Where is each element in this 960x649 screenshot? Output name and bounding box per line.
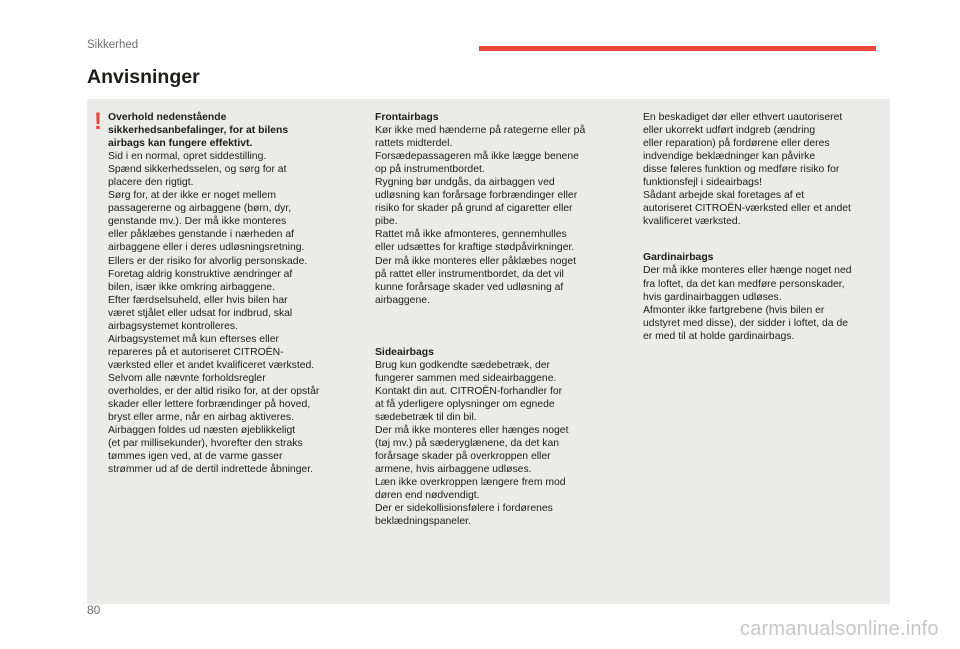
warning-body: Sid i en normal, opret siddestilling. Spænd sikkerhedsselen, og sørg for at placere den rigtigt. Sørg for, at der ikke er noget mellem passagererne og airbaggene (børn, dyr, genstande mv.). Der må ikke monteres eller påklæbes genstande i nærheden af airbaggene eller i deres udløsningsretning. Ellers er der risiko for alvorlig personskade. Foretag aldrig konstruktive ændringer af bilen, især ikke omkring airbaggene. Efter færdselsuheld, eller hvis bilen har været stjålet eller udsat for indbrud, skal airbagsystemet kontrolleres. Airbagsystemet må kun efterses eller repareres på et autoriseret CITROËN- værksted eller et andet kvalificeret værksted. Selvom alle nævnte forholdsregler overholdes, er der altid risiko for, at der opstår skader eller lettere forbrændinger på hoved, bryst eller arme, når en airbag aktiveres. Airbaggen foldes ud næsten øjeblikkeligt (et par millisekunder), hvorefter den straks tømmes igen ved, at de varme gasser strømmer ud af de dertil indrettede åbninger. [108,151,320,476]
sideairbags-body: Brug kun godkendte sædebetræk, der fungerer sammen med sideairbaggene. Kontakt din aut. CITROËN-forhandler for at få yderligere oplysninger om egnede sædebetræk til din bil. Der må ikke monteres eller hænges noget (tøj mv.) på sæderyglænene, da det kan forårsage skader på overkroppen eller armene, hvis airbaggene udløses. Læn ikke overkroppen længere frem mod døren end nødvendigt. Der er sidekollisionsfølere i fordørenes beklædningspaneler. [375,359,569,528]
frontairbags-heading: Frontairbags [375,112,439,123]
door-note-body: En beskadiget dør eller ethvert uautoriseret eller ukorrekt udført indgreb (ændring eller reparation) på fordørene eller deres indvendige beklædninger kan påvirke disse føleres funktion og medføre risiko for funktionsfejl i sideairbags! Sådant arbejde skal foretages af et autoriseret CITROËN-værksted eller et andet kvalificeret værksted. [643,112,851,228]
header-accent-bar [479,46,876,51]
door-gardin-column [643,111,888,343]
section-spacer [643,228,888,251]
warning-column [108,111,370,476]
front-side-airbags-column [375,111,627,528]
watermark: carmanualsonline.info [740,618,939,640]
section-label: Sikkerhed [87,39,139,51]
frontairbags-body: Kør ikke med hænderne på rategerne eller på rattets midterdel. Forsædepassageren må ikke lægge benene op på instrumentbordet. Rygning bør undgås, da airbaggen ved udløsning kan forårsage forbrændinger eller risiko for skader på grund af cigaretter eller pibe. Rattet må ikke afmonteres, gennemhulles eller udsættes for kraftige stødpåvirkninger. Der må ikke monteres eller påklæbes noget på rattet eller instrumentbordet, da det vil kunne forårsage skader ved udløsning af airbaggene. [375,125,586,306]
warning-heading: Overhold nedenstående sikkerhedsanbefalinger, for at bilens airbags kan fungere effektivt. [108,112,289,150]
page-number: 80 [87,603,101,617]
exclamation-icon: ! [94,108,102,135]
sideairbags-heading: Sideairbags [375,346,434,358]
page-title: Anvisninger [87,66,200,88]
section-spacer [375,307,627,346]
gardinairbags-body: Der må ikke monteres eller hænge noget ned fra loftet, da det kan medføre personskader, hvis gardinairbaggen udløses. Afmonter ikke fartgrebene (hvis bilen er udstyret med disse), der sidder i loftet, da de er med til at holde gardinairbags. [643,265,852,342]
gardinairbags-heading: Gardinairbags [643,252,714,264]
